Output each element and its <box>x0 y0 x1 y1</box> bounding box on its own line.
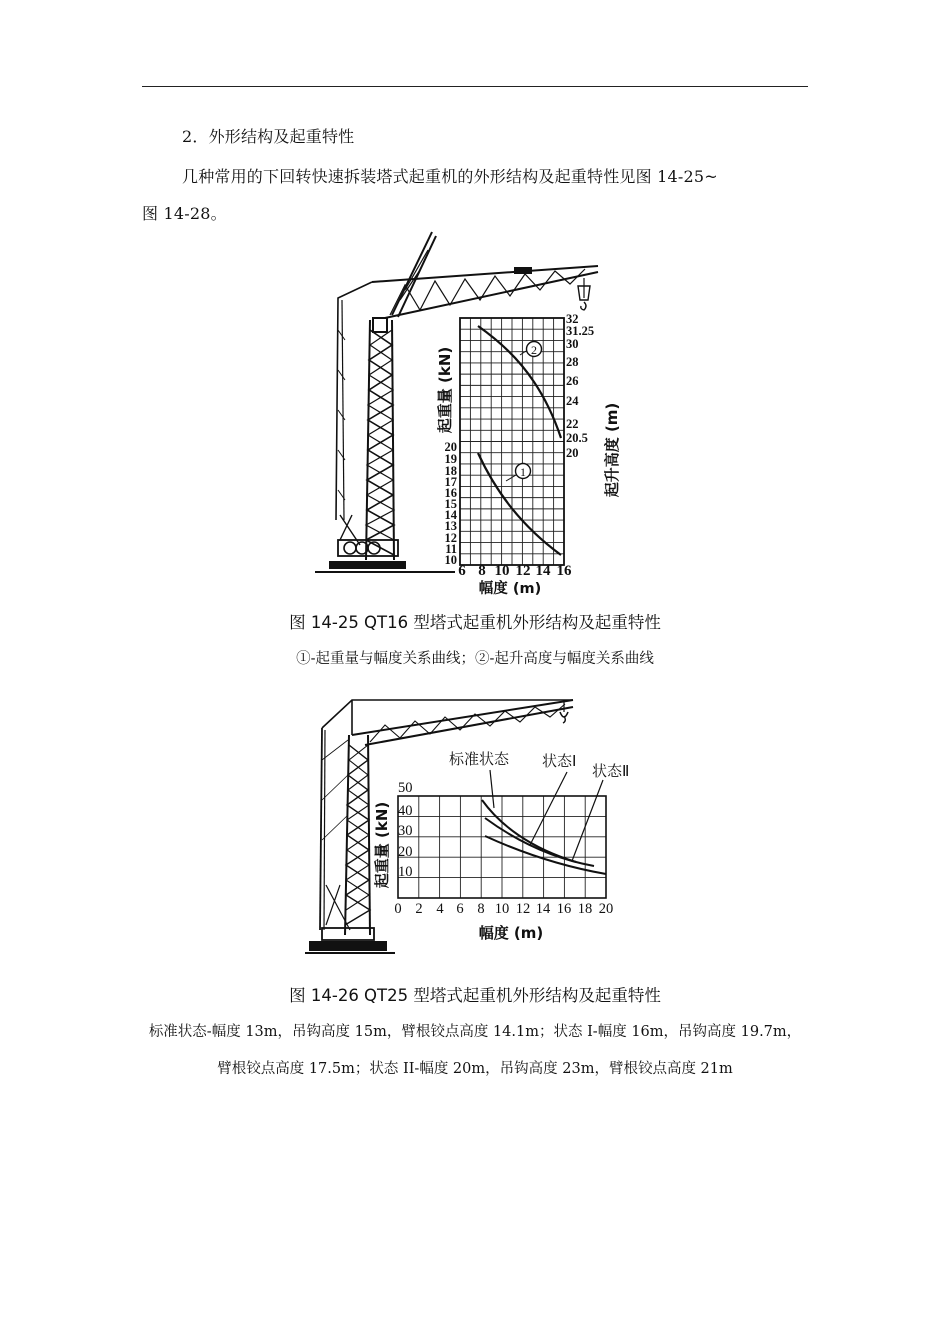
chart1-right-tick: 28 <box>566 355 579 369</box>
figure1-legend: ①-起重量与幅度关系曲线；②-起升高度与幅度关系曲线 <box>296 651 654 667</box>
figure-14-25 <box>0 220 950 605</box>
chart1-left-tick: 10 <box>444 553 457 567</box>
chart1-right-tick: 32 <box>566 312 579 326</box>
chart1-left-tick: 13 <box>444 519 457 533</box>
chart1-left-tick: 20 <box>444 440 457 454</box>
chart2-x-tick: 8 <box>477 901 485 917</box>
chart2-xlabel: 幅度 (m) <box>478 924 544 942</box>
figure1-caption: 图 14-25 QT16 型塔式起重机外形结构及起重特性 <box>289 613 661 632</box>
chart1-left-tick: 17 <box>444 475 457 489</box>
header-rule <box>142 86 808 87</box>
chart2-label-state2: 状态Ⅱ <box>592 762 630 780</box>
chart2-x-tick: 0 <box>394 901 402 917</box>
chart2-label-standard: 标准状态 <box>449 750 510 768</box>
chart1-right-tick: 22 <box>566 417 579 431</box>
chart1-left-tick: 12 <box>444 531 457 545</box>
chart2-x-tick: 14 <box>535 901 551 917</box>
chart1-marker-1: 1 <box>520 465 526 479</box>
chart2-x-tick: 16 <box>556 901 572 917</box>
chart1-left-ticks <box>445 440 458 567</box>
chart1-x-tick: 6 <box>458 563 466 579</box>
chart2-x-tick: 6 <box>456 901 464 917</box>
figure2-legend-line-1: 标准状态-幅度 13m，吊钩高度 15m，臂根铰点高度 14.1m；状态 I-幅度 16m，吊钩高度 19.7m， <box>148 1024 802 1040</box>
chart1-ylabel-right: 起升高度 (m) <box>603 402 621 498</box>
chart2-y-ticks <box>398 780 413 880</box>
section-heading: 2．外形结构及起重特性 <box>182 127 355 146</box>
chart2-x-tick: 18 <box>577 901 593 917</box>
chart2-x-tick: 10 <box>494 901 510 917</box>
chart2-x-tick: 12 <box>515 901 531 917</box>
chart2-x-tick: 4 <box>436 901 444 917</box>
chart2-label-state1: 状态Ⅰ <box>542 752 577 770</box>
chart2-curve-state2 <box>485 836 606 874</box>
figure-14-26 <box>0 688 950 960</box>
chart1-marker-2: 2 <box>531 343 537 357</box>
chart1-right-tick: 30 <box>566 337 579 351</box>
chart1-x-tick: 8 <box>478 563 486 579</box>
chart2-x-tick: 2 <box>415 901 423 917</box>
paragraph-line-2: 图 14-28。 <box>142 204 227 223</box>
chart2-x-ticks <box>394 901 613 917</box>
chart1-ylabel-left: 起重量 (kN) <box>436 346 454 434</box>
chart1-x-tick: 10 <box>494 563 510 579</box>
chart1-left-tick: 15 <box>444 497 457 511</box>
chart1-x-tick: 14 <box>535 563 551 579</box>
chart1-right-tick: 20 <box>566 446 579 460</box>
chart2-y-tick: 50 <box>398 780 413 796</box>
figure2-caption: 图 14-26 QT25 型塔式起重机外形结构及起重特性 <box>289 986 661 1005</box>
chart1-curve-lifting-height <box>478 326 561 438</box>
chart1-left-tick: 14 <box>444 508 457 522</box>
chart2-y-tick: 20 <box>398 844 413 860</box>
chart1-x-tick: 12 <box>515 563 531 579</box>
chart1-left-tick: 19 <box>444 452 457 466</box>
chart1-right-tick: 31.25 <box>566 324 595 338</box>
chart2-y-tick: 30 <box>398 823 413 839</box>
chart2-y-tick: 40 <box>398 803 413 819</box>
figure2-legend-line-2: 臂根铰点高度 17.5m；状态 II-幅度 20m，吊钩高度 23m，臂根铰点高度 21m <box>217 1061 733 1077</box>
chart1-left-tick: 11 <box>445 542 457 556</box>
chart2-curve-standard <box>482 800 576 862</box>
chart1-right-tick: 20.5 <box>566 431 588 445</box>
chart1-left-tick: 16 <box>444 486 457 500</box>
chart1-right-tick: 24 <box>566 394 579 408</box>
chart1-xlabel: 幅度 (m) <box>478 581 542 597</box>
chart1-right-ticks <box>566 312 594 460</box>
chart1-x-tick: 16 <box>556 563 572 579</box>
chart2-ylabel: 起重量 (kN) <box>373 801 391 889</box>
chart1-right-tick: 26 <box>566 374 579 388</box>
chart2-grid <box>398 796 606 898</box>
chart2-x-tick: 20 <box>598 901 614 917</box>
chart2-y-tick: 10 <box>398 864 413 880</box>
paragraph-line-1: 几种常用的下回转快速拆装塔式起重机的外形结构及起重特性见图 14-25~ <box>182 167 718 186</box>
chart1-left-tick: 18 <box>444 464 457 478</box>
